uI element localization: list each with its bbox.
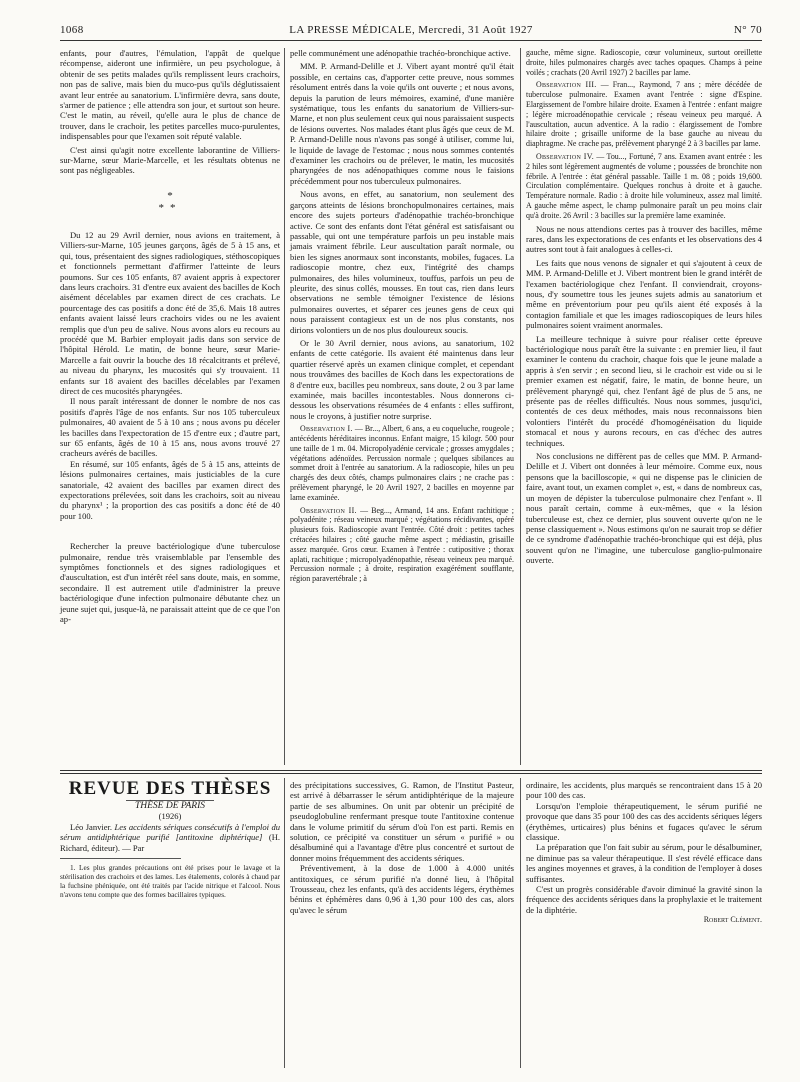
paragraph: La meilleure technique à suivre pour réaliser cette épreuve bactériologique nous paraît être la suivante : en premier lieu, il faut examiner le contenu du crachoir, chaque fois que le jeune malade a appris à s'en servir ; en second lieu, si le crachoir est vide ou si le premier examen est négatif, faire, le matin, de bonne heure, un prélèvement pharyngé qui, chez l'enfant âgé de plus de 5 ans, ne présente pas de réelles difficultés. Nous nous sommes, jusqu'ici, contentés de ces deux méthodes, mais nous reconnaissons bien volontiers l'intérêt du procédé d'homogénéisation du liquide stomacal et nous y aurons recours, en cas d'échec des autres techniques. (526, 333, 762, 448)
running-header (60, 24, 762, 38)
paragraph: Nous ne nous attendions certes pas à trouver des bacilles, même rares, dans les expectorations de ces enfants et les observations des 4 autres sont tout à fait analogues à celles-ci. (526, 223, 762, 255)
paragraph: pelle communément une adénopathie trachéo-bronchique active. (290, 48, 511, 58)
observation-2-continued: gauche, même signe. Radioscopie, cœur volumineux, surtout oreillette droite, hiles pulmonaires chargés avec taches opaques. Champs à peine voilés ; crachats (20 Avril 1927) 2 bacilles par lame. (526, 48, 762, 77)
paragraph: Rechercher la preuve bactériologique d'une tuberculose pulmonaire, rendue très vraisemblable par l'ensemble des symptômes fonctionnels et des signes radiologiques et d'auscultation, est d'un intérêt réel sans doute, mais, en somme, secondaire. Il est autrement utile d'administrer la preuve bactériologique d'une infection pulmonaire débutante chez un jeune sujet qui, jusque-là, ne paraissait atteint que de ce que l'on ap- (60, 541, 280, 625)
paragraph: La préparation que l'on fait subir au sérum, pour le désalbuminer, ne diminue pas sa valeur thérapeutique. Il s'est révélé efficace dans les angines moyennes et graves, à la condition de l'employer à doses suffisantes. (526, 842, 762, 884)
paragraph: Nos conclusions ne diffèrent pas de celles que MM. P. Armand-Delille et J. Vibert ont données à leur mémoire. Comme eux, nous pensons que la bacilloscopie, « qui ne dispense pas le clinicien de faire, avant tout, un examen complet », est, « dans de nombreux cas, un moyen de dépister la tuberculose pulmonaire chez l'enfant ». Il nous paraît certain, comme à eux-mêmes, que « la lésion tuberculeuse est, chez ce dernier, plus souvent ouverte qu'on ne le pense classiquement ». Nous estimons qu'on ne saurait trop se défier de ce syndrome d'adénopathie trachéo-bronchique qui est déjà, plus souvent qu'on ne l'imagine, une tuberculose ganglio-pulmonaire ouverte. (526, 451, 762, 566)
section-rule (60, 773, 762, 774)
theses-column-1 (60, 778, 280, 900)
observation-label: Observation III. (536, 80, 597, 90)
paragraph: C'est ainsi qu'agit notre excellente laborantine de Villiers-sur-Marne, sœur Marie-Marcelle, et les résultats obtenus ne sont pas négligeables. (60, 144, 280, 176)
theses-column-2 (290, 780, 514, 915)
paragraph: Lorsqu'on l'emploie thérapeutiquement, le sérum purifié ne provoque que dans 35 pour 100 des cas des accidents sériques légers (érythèmes, urticaires) plus bénins et fugaces qu'avec le sérum classique. (526, 800, 762, 843)
section-rule (60, 770, 762, 771)
observation-1: Observation I. — Br..., Albert, 6 ans, a eu coqueluche, rougeole ; antécédents héréditaires inconnus. Enfant maigre, 15 kilogr. 500 pour une taille de 1 m. 04. Micropolyadénie cervicale ; grosses amygdales ; végétations adénoïdes. Percussion normale ; quelques sibilances au sommet droit à l'entrée au sanatorium. A la radioscopie, hiles un peu chargés des deux côtés, champs pulmonaires clairs ; ne crache pas : prélèvement pharyngé, le 20 Avril 1927, 2 bacilles en moyenne par lame examinée. (290, 424, 514, 502)
paragraph: Il nous paraît intéressant de donner le nombre de nos cas positifs d'après l'âge de nos enfants. Sur nos 105 tuberculeux pulmonaires, 40 avaient de 5 à 10 ans ; nous avons pu déceler les bacilles dans l'expectoration de 15 d'entre eux ; d'autre part, sur 65 enfants, âgés de 10 à 15 ans, nous avons trouvé 27 cracheurs avérés de bacilles. (60, 396, 280, 459)
theses-column-3 (526, 780, 762, 926)
theses-year: (1926) (158, 811, 182, 822)
thesis-publisher: (H. Richard, éditeur). — Par (60, 832, 280, 853)
observation-label: Observation II. (300, 505, 357, 515)
issue-number: N° 70 (733, 24, 762, 36)
column-rule (284, 778, 285, 1068)
thesis-author: Léo Janvier. (70, 821, 113, 832)
observation-2: Observation II. — Beg..., Armand, 14 ans. Enfant rachitique ; polyadénite ; réseau veineux marqué ; végétations récidivantes, opéré plusieurs fois. Radioscopie avant l'entrée. Côté droit : petites taches crétacées hilaires ; côté gauche même aspect ; médiastin, grisaille assez marquée. Gros cœur. Examen à l'entrée : cutipositive ; thorax aplati, rachitique ; micropolyadénopathie, réseau veineux peu marqué. Percussion normale ; à droite, respiration exagérément soufflante, région paravertébrale ; à (290, 505, 514, 584)
journal-title: LA PRESSE MÉDICALE, Mercredi, 31 Août 1927 (289, 24, 533, 36)
observation-3: Observation III. — Fran..., Raymond, 7 ans ; mère décédée de tuberculose pulmonaire. Examen avant l'entrée : signe d'Espine. Elargissement de l'ombre hilaire droite. Examen à l'entrée : enfant maigre ; légère microadénopathie cervicale ; réseau veineux peu marqué. A l'auscultation, aucun adventice. A la radio : élargissement de l'ombre hilaire droite ; grisaille uniforme de la base gauche au niveau du diaphragme. Ne crache pas, prélèvement pharyngé 2 à 3 bacilles par lame. (526, 80, 762, 149)
article-column-2 (290, 48, 514, 584)
footnote-rule (60, 858, 181, 859)
paragraph: enfants, pour d'autres, l'émulation, l'appât de quelque récompense, aideront une infirmière, un peu psychologue, à obtenir de ses petits malades qu'ils remplissent leurs crachoirs, non pas de salive, mais bien du muco-pus qu'ils déglutissaient avant leur entrée au sanatorium. L'infirmière devra, sans doute, s'armer de patience ; elle attendra son jour, et surtout son heure. C'est le matin, au réveil, qu'elle aura le plus de chance de trouver, dans le crachoir, les petites parcelles muco-purulentes, indispensables pour que l'examen soit réputé valable. (60, 48, 280, 142)
paragraph: MM. P. Armand-Delille et J. Vibert ayant montré qu'il était possible, en certains cas, d'apporter cette preuve, nous sommes résolument entrés dans la voie qu'ils ont ouverte ; et nous avons, depuis la parution de leurs mémoires, examiné, d'une manière systématique, tous les enfants du sanatorium de Villiers-sur-Marne, et non plus seulement ceux qui nous paraissaient suspects de lésions ouvertes. Nos malades étant plus âgés que ceux de M. P. Armand-Delille nous n'avons pas songé à utiliser, comme lui, le liquide de lavage de l'estomac ; nous nous sommes contentés d'examiner les crachoirs ou de prélever, le matin, les mucosités pharyngées de nos adénopathiques comme nous le faisions précédemment pour nos tuberculeux pulmonaires. (290, 61, 514, 186)
asterism: * ** (158, 189, 182, 214)
page-number: 1068 (60, 24, 84, 36)
thesis-title: Les accidents sériques consécutifs à l'emploi du sérum antidiphtérique purifié [antitoxine diphtérique] (60, 821, 281, 843)
paragraph: Du 12 au 29 Avril dernier, nous avions en traitement, à Villiers-sur-Marne, 105 jeunes garçons, âgés de 5 à 15 ans, et qui, tous, présentaient des signes radiologiques, stéthoscopiques et fonctionnels permettant d'affirmer l'atteinte de leurs poumons. Sur ces 105 enfants, 87 avaient appris à expectorer dans leurs crachoirs. 31 d'entre eux avaient des bacilles de Koch aisément décelables par examen direct de ces crachats. Le pourcentage des cas positifs a donc été de 35,6. Mais 18 autres enfants avaient laissé leurs crachoirs vides ou ne les avaient remplis que d'un peu de salive. Nous avons alors eu recours au procédé que M. Barbier employait jadis dans son service de l'hôpital Hérold. Le matin, de bonne heure, sœur Marie-Marcelle a fait ouvrir la bouche des 18 récalcitrants et prélevé, au niveau du pharynx, les mucosités qui s'y trouvaient. 11 enfants sur 18 avaient des bacilles décelables par l'examen direct de ces mucosités pharyngées. (60, 229, 280, 396)
column-rule (520, 48, 521, 765)
article-column-1 (60, 48, 280, 625)
paragraph: Or le 30 Avril dernier, nous avions, au sanatorium, 102 enfants de cette catégorie. Ils avaient été maintenus dans leur quartier réservé après un examen clinique complet, et cependant nous trouvâmes des bacilles de Koch dans les expectorations de 8 d'entre eux, bacilles peu nombreux, sans doute, 2 ou 3 par lame examinée, mais bacilles incontestables. Nous donnerons ci-dessous les observations résumées de 4 enfants : elles suffiront, nous le croyons, à justifier notre surprise. (290, 337, 514, 421)
signature: Robert Clément. (703, 915, 762, 925)
paragraph: Préventivement, à la dose de 1.000 à 4.000 unités antitoxiques, ce sérum purifié n'a donné lieu, à l'hôpital Trousseau, chez les enfants, qu'à des accidents légers, érythèmes bénins et éphémères dans 0,96 à 1,30 pour 100 des cas, alors qu'avec le sérum (290, 863, 514, 915)
paragraph: ordinaire, les accidents, plus marqués se rencontraient dans 15 à 20 pour 100 des cas. (526, 780, 762, 801)
paragraph: des précipitations successives, G. Ramon, de l'Institut Pasteur, est arrivé à débarrasser le sérum antidiphtérique de la majeure partie de ses albumines. On unit par obtenir un précipité de pseudoglobuline renfermant presque toute l'antitoxine contenue dans le volume primitif du sérum d'où l'on est parti. Remis en solution, ce précipité va constituer un sérum « purifié » ou désalbuminé qui a l'avantage d'être plus concentré et surtout de donner moins fréquemment des accidents sériques. (290, 780, 514, 863)
paragraph: En résumé, sur 105 enfants, âgés de 5 à 15 ans, atteints de lésions pulmonaires certaines, mais justiciables de la cure sanatoriale, 42 avaient des bacilles par examen direct des expectorations prélevées, soit dans les crachoirs, soit au niveau du pharynx¹ ; la proportion des cas positifs a donc été de 40 pour 100. (60, 458, 280, 521)
article-column-3 (526, 48, 762, 566)
section-title: REVUE DES THÈSES (68, 778, 272, 799)
header-rule (60, 40, 762, 41)
thesis-entry (60, 822, 280, 853)
paragraph: C'est un progrès considérable d'avoir diminué la gravité sinon la fréquence des accidents sériques dans la prophylaxie et le traitement de la diphtérie. (526, 884, 762, 915)
column-rule (284, 48, 285, 765)
observation-label: Observation IV. (536, 151, 594, 161)
footnote: 1. Les plus grandes précautions ont été prises pour le lavage et la stérilisation des crachoirs et des lames. Les étalements, colorés à chaud par la fuchsine phéniquée, ont été traités par l'acide nitrique et l'alcool. Nous n'avons tenu compte que des formes bacillaires typiques. (60, 863, 280, 899)
observation-label: Observation I. (300, 424, 353, 434)
paragraph: Les faits que nous venons de signaler et qui s'ajoutent à ceux de MM. P. Armand-Delille et J. Vibert montrent bien le grand intérêt de l'examen bactériologique chez l'enfant. Il conviendrait, croyons-nous, d'y soumettre tous les jeunes sujets admis au sanatorium et même en préventorium pour peu qu'ils aient été exposés à la contagion familiale et que les images radioscopiques de leurs hiles pulmonaires soient vraiment anormales. (526, 257, 762, 331)
paragraph: Nous avons, en effet, au sanatorium, non seulement des garçons atteints de lésions bronchopulmonaires certaines, mais encore des sujets porteurs d'adénopathie trachéo-bronchique active. Ce sont des enfants dont l'état général est satisfaisant ou passable, qui ont une température parfois un peu instable mais jamais vraiment fébrile. Leur auscultation paraît normale, ou bien les signes anormaux sont inconstants, mobiles, fugaces. La radioscopie montre, chez eux, l'intégrité des champs pulmonaires, des hiles volumineux, touffus, parfois un peu de pleurite, des sinus collés, mousses. En tout cas, rien dans leurs observations ne semble témoigner l'existence de lésions pulmonaires ouvertes, et séparer ces jeunes gens de ceux qui nous paraissent contagieux est un de nos plus constants, nos dirions volontiers un de nos plus douloureux soucis. (290, 189, 514, 335)
observation-4: Observation IV. — Tou..., Fortuné, 7 ans. Examen avant entrée : les 2 hiles sont légèrement augmentés de volume ; poussées de bronchite non fébrile. A l'entrée : état général passable. Taille 1 m. 08 ; poids 19,600. Circulation complémentaire. Quelques ronchus à droite et à gauche. Température normale. Radio : à droite hile volumineux, assez mal limité. A gauche même aspect, le champ pulmonaire paraît un peu moins clair qu'à droite. 26 Avril : 3 bacilles sur la première lame examinée. (526, 151, 762, 220)
theses-subtitle: THÈSE DE PARIS (134, 801, 205, 811)
column-rule (520, 778, 521, 1068)
